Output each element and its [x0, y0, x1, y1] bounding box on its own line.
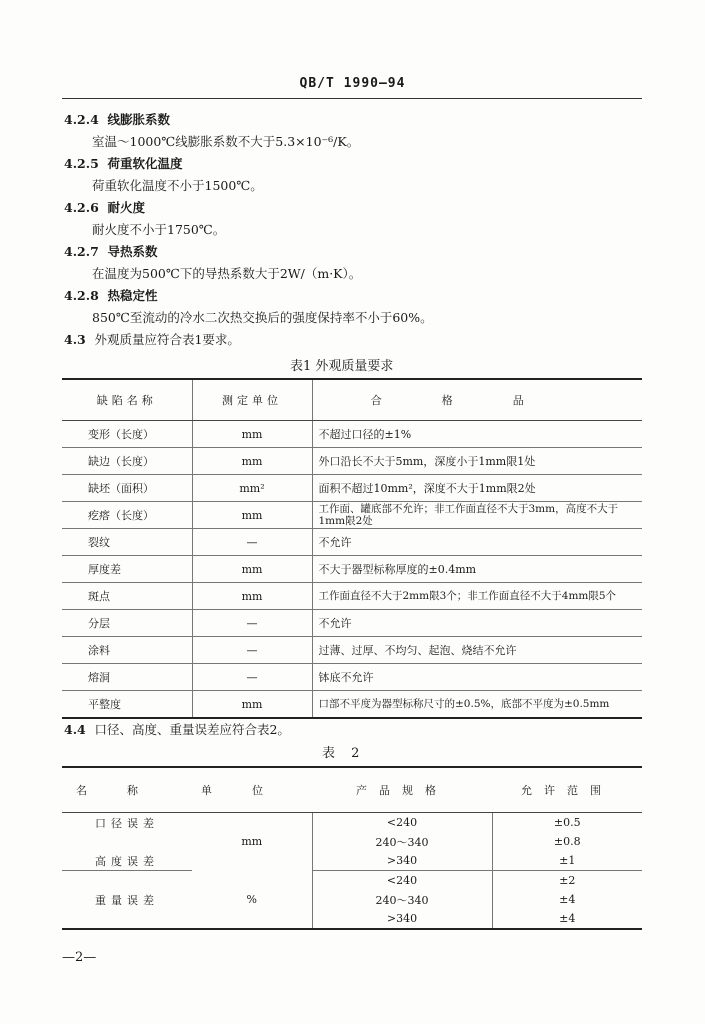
table-cell: ±4 [492, 909, 642, 929]
table-cell: mm [192, 691, 312, 719]
section-body-4-2-6: 耐火度不小于1750℃。 [92, 222, 226, 237]
dimension-tolerance-table [62, 766, 642, 930]
table-cell: mm [192, 583, 312, 610]
table-cell: 外口沿长不大于5mm，深度小于1mm限1处 [312, 448, 642, 475]
table2-header-unit: 单位 [192, 767, 312, 813]
table-cell: 工作面直径不大于2mm限3个；非工作面直径不大于4mm限5个 [312, 583, 642, 610]
section-heading-4-2-7: 4.2.7 导热系数 [64, 244, 158, 259]
table-cell: — [192, 610, 312, 637]
table-row [62, 851, 642, 871]
table-cell: >340 [312, 851, 492, 871]
table1-caption: 表1 外观质量要求 [290, 359, 394, 374]
table2-header-range: 允许范围 [492, 767, 642, 813]
table-cell: 面积不超过10mm²，深度不大于1mm限2处 [312, 475, 642, 502]
table-cell: mm [192, 448, 312, 475]
table-cell: — [192, 529, 312, 556]
table-row [62, 421, 642, 448]
table2-caption: 表 2 [322, 746, 366, 761]
table-cell: 平整度 [62, 691, 192, 719]
table-cell: 疙瘩（长度） [62, 502, 192, 529]
table-cell: 重量误差 [62, 871, 192, 930]
section-body-4-2-7: 在温度为500℃下的导热系数大于2W/（m·K）。 [92, 266, 362, 281]
table-cell: 过薄、过厚、不均匀、起泡、烧结不允许 [312, 637, 642, 664]
table-cell: ±4 [559, 893, 576, 906]
table-row [62, 529, 642, 556]
table-cell: 厚度差 [62, 556, 192, 583]
table-cell: 钵底不允许 [312, 664, 642, 691]
table-cell: mm² [192, 475, 312, 502]
table-cell: 熔洞 [62, 664, 192, 691]
section-body-4-2-8: 850℃至流动的冷水二次热交换后的强度保持率不小于60%。 [92, 310, 433, 325]
table-cell: 裂纹 [62, 529, 192, 556]
table-row [62, 556, 642, 583]
table-cell: <240 [312, 813, 492, 833]
section-heading-4-2-6: 4.2.6 耐火度 [64, 200, 146, 215]
section-heading-4-2-4: 4.2.4 线膨胀系数 [64, 112, 171, 127]
table-cell: ±0.5 [553, 816, 581, 829]
table-cell: 缺边（长度） [62, 448, 192, 475]
table-cell: mm [192, 502, 312, 529]
table-cell: ±1 [492, 851, 642, 871]
table-row [62, 583, 642, 610]
table1-header-qualified: 合格品 [312, 379, 642, 421]
appearance-quality-table [62, 378, 642, 719]
table-row [62, 871, 642, 891]
section-heading-4-2-5: 4.2.5 荷重软化温度 [64, 156, 183, 171]
table-row [62, 448, 642, 475]
page-number: —2— [62, 950, 97, 965]
table-row [62, 813, 642, 833]
table2-header-name: 名称 [62, 767, 192, 813]
table-cell: >340 [312, 909, 492, 929]
table-cell: 斑点 [62, 583, 192, 610]
table-cell: ±2 [559, 874, 576, 887]
table-cell: — [192, 664, 312, 691]
table-cell: 涂料 [62, 637, 192, 664]
header-rule [62, 98, 642, 99]
table-cell: % [192, 871, 312, 930]
section-heading-4-3: 4.3 外观质量应符合表1要求。 [64, 332, 240, 347]
table-cell: 分层 [62, 610, 192, 637]
table-cell: 口径误差 [95, 816, 159, 830]
table1-header-unit: 测定单位 [192, 379, 312, 421]
table-cell [62, 832, 192, 851]
table-row [62, 610, 642, 637]
table-cell: 变形（长度） [62, 421, 192, 448]
table-cell: 高度误差 [62, 851, 192, 871]
standard-code: QB/T 1990—94 [299, 76, 406, 91]
table-cell: ±0.8 [553, 835, 581, 848]
table-cell: 缺坯（面积） [62, 475, 192, 502]
table-row [62, 832, 642, 851]
table-cell: — [192, 637, 312, 664]
section-body-4-2-5: 荷重软化温度不小于1500℃。 [92, 178, 263, 193]
table-row [62, 691, 642, 719]
table1-header-defect: 缺陷名称 [62, 379, 192, 421]
table-cell: 不允许 [312, 529, 642, 556]
table-cell: <240 [312, 871, 492, 891]
table-cell: mm [192, 813, 312, 871]
table-cell: 不允许 [312, 610, 642, 637]
table2-header-spec: 产品规格 [312, 767, 492, 813]
table-row [62, 637, 642, 664]
table-row [62, 502, 642, 529]
table-row [62, 475, 642, 502]
table-cell: 240～340 [312, 832, 492, 851]
table-cell: 不超过口径的±1% [312, 421, 642, 448]
section-heading-4-2-8: 4.2.8 热稳定性 [64, 288, 158, 303]
table-cell: mm [192, 421, 312, 448]
table-cell: 工作面、罐底部不允许；非工作面直径不大于3mm，高度不大于1mm限2处 [312, 502, 642, 529]
table-cell: 240～340 [312, 890, 492, 909]
section-body-4-2-4: 室温～1000℃线膨胀系数不大于5.3×10⁻⁶/K。 [92, 134, 360, 149]
section-heading-4-4: 4.4 口径、高度、重量误差应符合表2。 [64, 722, 290, 737]
table-cell: 不大于器型标称厚度的±0.4mm [312, 556, 642, 583]
table-cell: 口部不平度为器型标称尺寸的±0.5%，底部不平度为±0.5mm [312, 691, 642, 719]
table-row [62, 664, 642, 691]
table-cell: mm [192, 556, 312, 583]
